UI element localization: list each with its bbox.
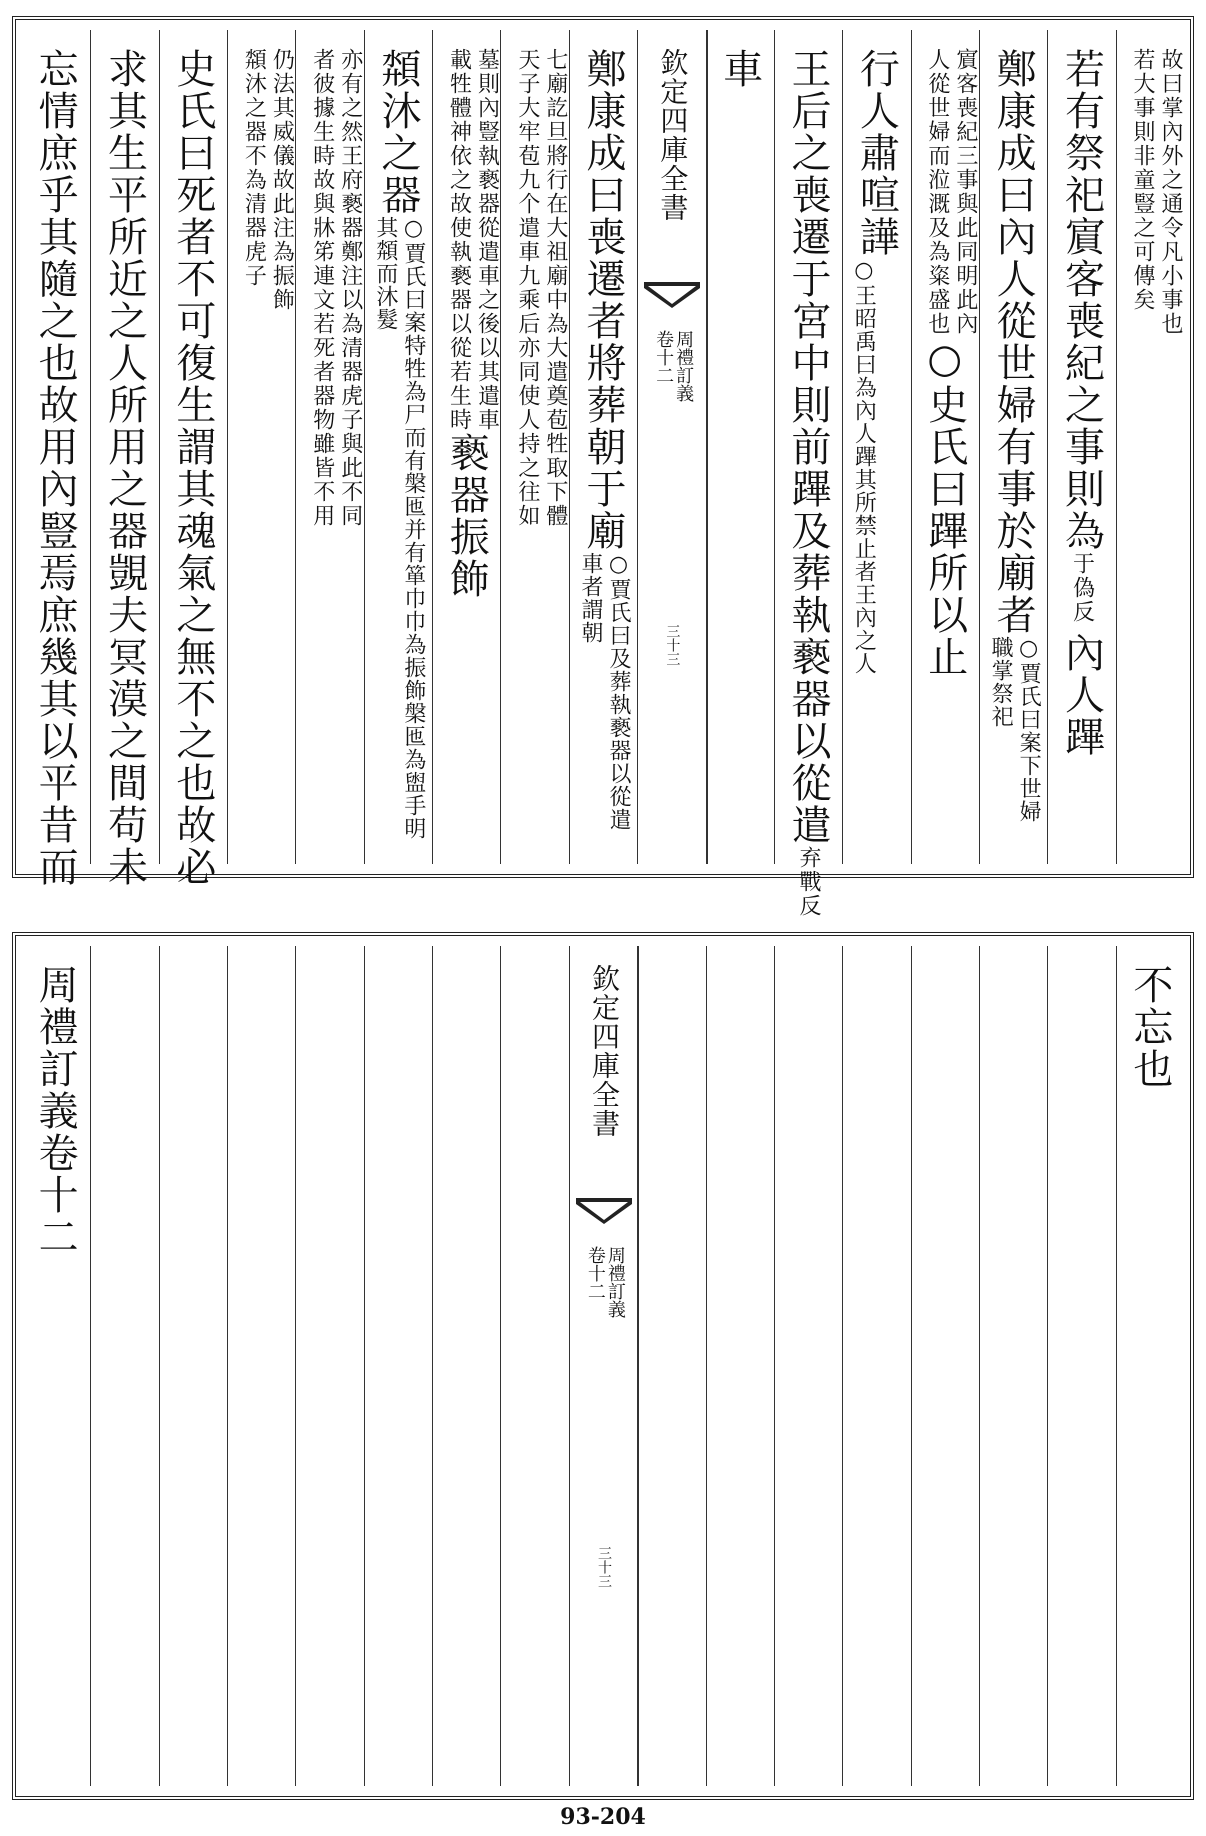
volume-label: 卷十二	[653, 330, 675, 384]
commentary-line: 者彼據生時故與牀笫連文若死者器物雖皆不用	[309, 48, 335, 528]
page-footer-number: 93-204	[560, 1804, 646, 1830]
commentary-line: 故曰掌內外之通令凡小事也	[1157, 48, 1183, 336]
commentary-line: 頮沐之器不為清器虎子	[241, 48, 267, 288]
main-text: 車	[716, 48, 763, 90]
commentary-line: 若大事則非童豎之可傳矣	[1129, 48, 1155, 312]
commentary-note: ○王昭禹曰為內人蹕其所禁止者王內之人	[851, 258, 877, 675]
commentary-line: 賔客喪紀三事與此同明此內	[952, 48, 978, 336]
book-title-label: 周禮訂義	[604, 1246, 626, 1318]
bottom-leaf	[12, 932, 1194, 1800]
main-text: 行人肅喧譁	[853, 48, 900, 258]
fish-tail-mark-icon	[642, 278, 702, 314]
text-column	[22, 946, 90, 1786]
text-column	[500, 946, 569, 1786]
main-text: 忘情庶乎其隨之也故用內豎焉庶幾其以平昔而	[32, 48, 79, 888]
main-text: 鄭康成曰喪遷者將葬朝于廟	[579, 48, 626, 552]
text-column	[227, 946, 296, 1786]
page-number: 三十三	[595, 1546, 612, 1588]
book-header: 欽定四庫全書	[656, 48, 690, 222]
text-column	[295, 30, 364, 864]
main-text: 史氏曰死者不可復生謂其魂氣之無不之也故必	[169, 48, 216, 888]
center-column	[569, 946, 639, 1786]
top-leaf	[12, 16, 1194, 918]
text-column	[706, 30, 775, 864]
commentary-line: 人從世婦而涖溉及為粢盛也	[924, 48, 950, 336]
commentary-note: ○賈氏曰案特牲為尸而有槃匜并有箪巾巾為振飾槃匜為盥手明其頮而沐髮	[372, 216, 426, 840]
book-header: 欽定四庫全書	[587, 964, 621, 1138]
volume-label: 卷十二	[584, 1246, 606, 1300]
main-text: 不忘也	[1126, 964, 1173, 1090]
text-column	[706, 946, 775, 1786]
inline-note: 于偽反	[1069, 552, 1095, 624]
text-column	[1047, 30, 1116, 864]
inline-note: 弃戰反	[796, 846, 822, 918]
text-column	[432, 946, 501, 1786]
commentary-line: 墓則內豎執褻器從遣車之後以其遣車	[474, 48, 500, 432]
text-column	[1116, 946, 1185, 1786]
text-column	[364, 946, 433, 1786]
main-text: 內人蹕	[1058, 632, 1105, 758]
text-column	[500, 30, 569, 864]
main-text: 鄭康成曰內人從世婦有事於廟者	[990, 48, 1037, 636]
commentary-line: 載牲體神依之故使執褻器以從若生時	[446, 48, 472, 432]
main-text: 若有祭祀賔客喪紀之事則為	[1058, 48, 1105, 552]
text-column	[432, 30, 501, 864]
main-text: 王后之喪遷于宮中則前蹕及葬執褻器以從遣	[785, 48, 832, 846]
main-text: 褻器振飾	[443, 432, 490, 600]
book-title-label: 周禮訂義	[673, 330, 695, 402]
text-column	[637, 946, 706, 1786]
commentary-line: 亦有之然王府褻器鄭注以為清器虎子與此不同	[337, 48, 363, 528]
main-text: 周禮訂義卷十二	[32, 964, 79, 1258]
text-column	[159, 946, 228, 1786]
main-text: ○史氏曰蹕所以止	[921, 336, 968, 678]
text-column	[159, 30, 228, 888]
text-column	[22, 30, 90, 888]
text-column	[979, 946, 1048, 1786]
main-text: 頮沐之器	[374, 48, 421, 216]
text-column	[979, 30, 1048, 864]
text-column	[842, 30, 911, 864]
commentary-note: ○賈氏曰及葬執褻器以從遣車者謂朝	[577, 552, 631, 831]
text-column	[911, 30, 980, 864]
commentary-note: ○賈氏曰案下世婦職掌祭祀	[988, 636, 1042, 823]
commentary-line: 七廟訖旦將行在大祖廟中為大遣奠苞牲取下體	[542, 48, 568, 528]
main-text: 求其生平所近之人所用之器覬夫冥漠之間苟未	[101, 48, 148, 888]
fish-tail-mark-icon	[574, 1194, 634, 1230]
text-column	[1116, 30, 1185, 864]
text-column	[1047, 946, 1116, 1786]
commentary-line: 仍法其威儀故此注為振飾	[269, 48, 295, 312]
text-column	[842, 946, 911, 1786]
text-column	[774, 946, 843, 1786]
commentary-line: 天子大牢苞九个遣車九乘后亦同使人持之往如	[514, 48, 540, 528]
page-number: 三十三	[664, 624, 681, 666]
text-column	[227, 30, 296, 864]
text-column	[364, 30, 433, 864]
text-column	[569, 30, 638, 864]
text-column	[90, 946, 159, 1786]
text-column	[774, 30, 843, 918]
text-column	[295, 946, 364, 1786]
text-column	[911, 946, 980, 1786]
center-column	[637, 30, 707, 864]
text-column	[90, 30, 159, 888]
